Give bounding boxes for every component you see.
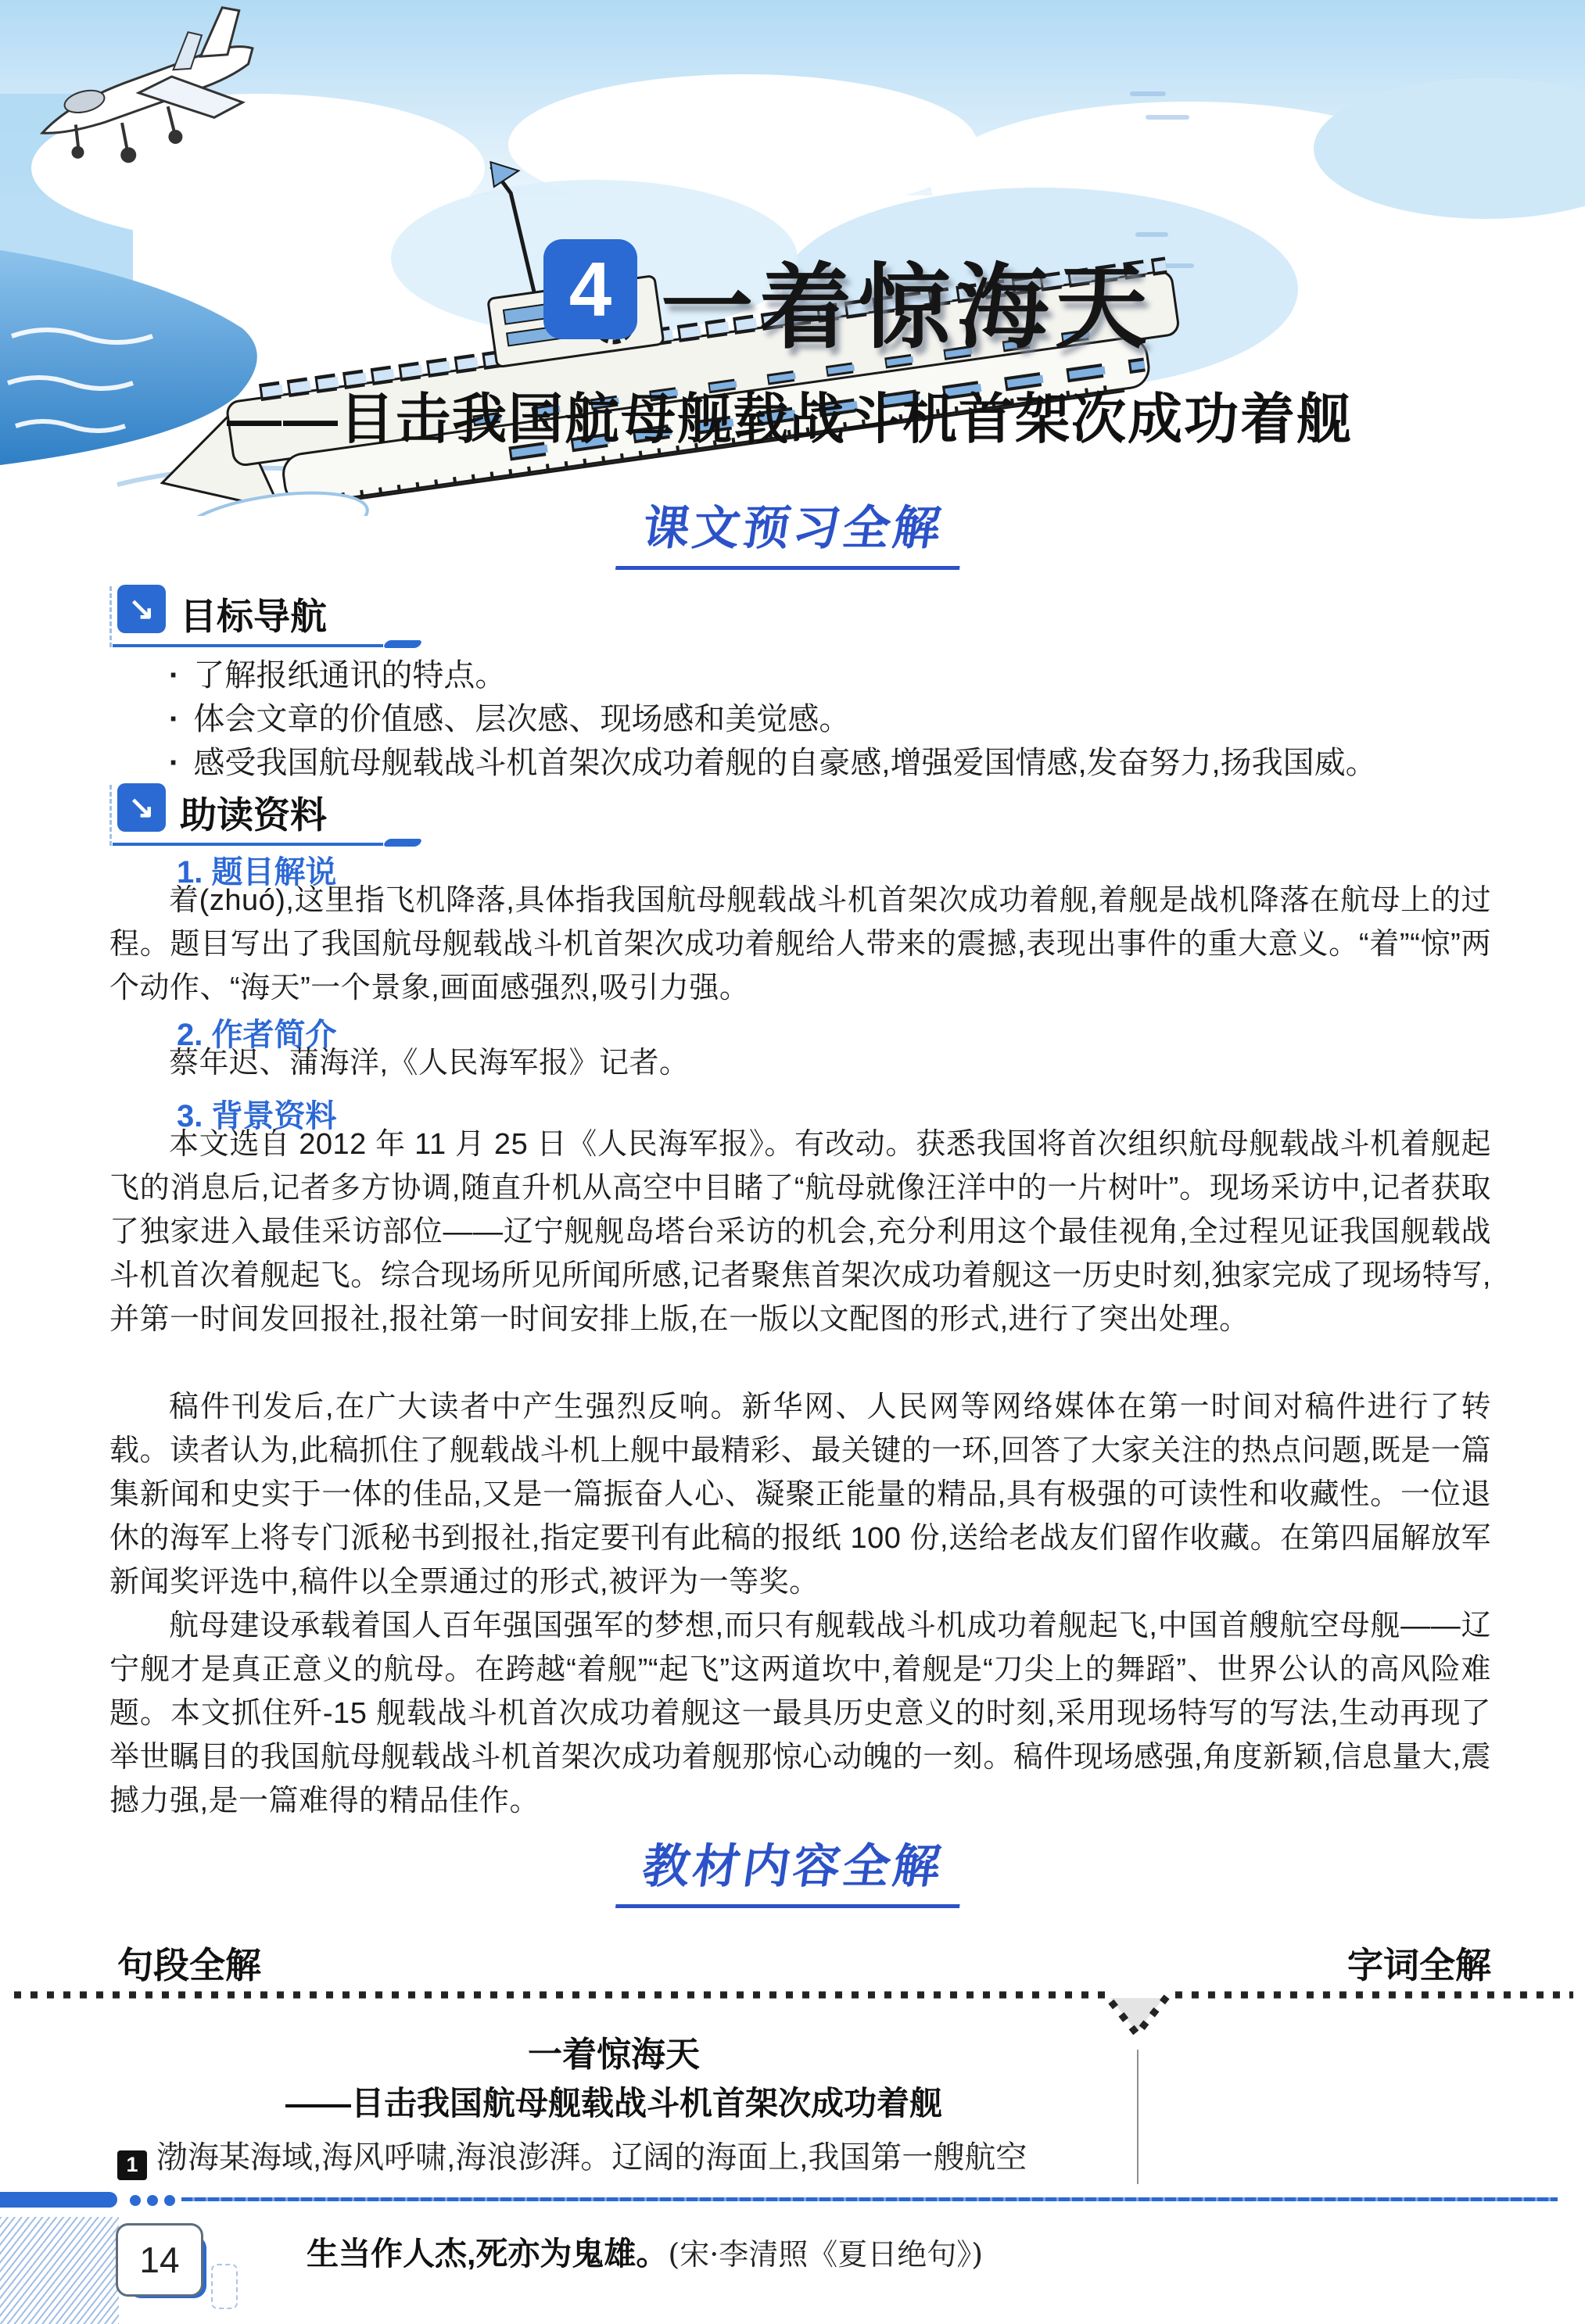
footer-accent-bar	[0, 2192, 117, 2208]
aids-heading-2: 2. 作者简介	[177, 1018, 337, 1052]
column-rule	[1137, 2050, 1139, 2184]
footer-dot-icon	[130, 2195, 141, 2206]
goal-nav-underline	[113, 644, 383, 647]
bullet-dot: ·	[169, 702, 180, 736]
reading-aids-header	[109, 783, 516, 855]
footer-dot-icon	[164, 2195, 175, 2206]
goal-bullet-text: 体会文章的价值感、层次感、现场感和美觉感。	[193, 702, 851, 736]
aids-paragraph-3: 本文选自 2012 年 11 月 25 日《人民海军报》。有改动。获悉我国将首次组织航母舰载战斗机着舰起飞的消息后,记者多方协调,随直升机从高空中目睹了“航母就像汪洋中的一片树叶”。现场采访中,记者获取了独家进入最佳采访部位——辽宁舰舰岛塔台采访的机会,充分利用这个最佳视角,全过程见证我国舰载战斗机首次着舰起飞。综合现场所见所闻所感,记者聚焦首架次成功着舰这一历史时刻,独家完成了现场特写,并第一时间发回报社,报社第一时间安排上版,在一版以文配图的形式,进行了突出处理。	[109, 1128, 1491, 1336]
goal-bullet-text: 了解报纸通讯的特点。	[193, 658, 507, 693]
section-header-content	[0, 1829, 1585, 1908]
arrow-down-right-icon: ↘	[117, 585, 166, 633]
aids-heading-1: 1. 题目解说	[177, 855, 337, 890]
left-column-header: 句段全解	[117, 1945, 261, 1986]
footer-dot-icon	[147, 2195, 158, 2206]
passage-subtitle: ——目击我国航母舰载战斗机首架次成功着舰	[285, 2085, 942, 2122]
lesson-title: 一着惊海天	[661, 256, 1154, 360]
reading-aids-underline	[113, 843, 383, 846]
aids-paragraph-4: 稿件刊发后,在广大读者中产生强烈反响。新华网、人民网等网络媒体在第一时间对稿件进行了转载。读者认为,此稿抓住了舰载战斗机上舰中最精彩、最关键的一环,回答了大家关注的热点问题,既是一篇集新闻和史实于一体的佳品,又是一篇振奋人心、凝聚正能量的精品,具有极强的可读性和收藏性。一位退休的海军上将专门派秘书到报社,指定要刊有此稿的报纸 100 份,送给老战友们留作收藏。在第四届解放军新闻奖评选中,稿件以全票通过的形式,被评为一等奖。	[109, 1391, 1491, 1599]
lesson-number-badge	[543, 239, 637, 339]
arrow-down-right-icon: ↘	[117, 783, 166, 832]
bullet-dot: ·	[169, 746, 180, 780]
lesson-subtitle: ——目击我国航母舰载战斗机首架次成功着舰	[227, 389, 1353, 449]
dashed-box-icon	[211, 2264, 238, 2309]
section-header-preview	[0, 491, 1585, 570]
bullet-dot: ·	[169, 658, 180, 693]
page-number: 14	[139, 2240, 180, 2280]
goal-bullet	[169, 694, 1498, 739]
passage-first-paragraph	[117, 2132, 1126, 2180]
goal-nav-header	[109, 585, 516, 657]
aids-paragraph-2: 蔡年迟、蒲海洋,《人民海军报》记者。	[169, 1047, 690, 1080]
goal-bullet	[169, 650, 1498, 695]
reading-aids-title: 助读资料	[180, 794, 327, 836]
goal-bullet	[169, 738, 1498, 782]
aids-paragraph-5: 航母建设承载着国人百年强国强军的梦想,而只有舰载战斗机成功着舰起飞,中国首艘航空母舰——辽宁舰才是真正意义的航母。在跨越“着舰”“起飞”这两道坎中,着舰是“刀尖上的舞蹈”、世界公认的高风险难题。本文抓住歼-15 舰载战斗机首次成功着舰这一最具历史意义的时刻,采用现场特写的写法,生动再现了举世瞩目的我国航母舰载战斗机首架次成功着舰那惊心动魄的一刻。稿件现场感强,角度新颖,信息量大,震撼力强,是一篇难得的精品佳作。	[109, 1610, 1491, 1817]
aids-heading-3: 3. 背景资料	[177, 1099, 337, 1133]
dashed-guide-line	[109, 586, 112, 647]
right-column-header: 字词全解	[1347, 1945, 1491, 1986]
passage-text: 渤海某海域,海风呼啸,海浪澎湃。辽阔的海面上,我国第一艘航空	[156, 2140, 1027, 2175]
paragraph-marker: 1	[117, 2150, 147, 2180]
section-header-content-label: 教材内容全解	[615, 1829, 970, 1908]
goal-bullet-text: 感受我国航母舰载战斗机首架次成功着舰的自豪感,增强爱国情感,发奋努力,扬我国威。	[193, 746, 1377, 780]
page-corner-stripes	[0, 2217, 119, 2324]
goal-nav-title: 目标导航	[180, 596, 327, 637]
page-number-box	[116, 2223, 203, 2297]
footer-quote	[307, 2228, 983, 2274]
footer-rule	[181, 2197, 1558, 2201]
passage-title: 一着惊海天	[528, 2036, 700, 2074]
aids-paragraph-1: 着(zhuó),这里指飞机降落,具体指我国航母舰载战斗机首架次成功着舰,着舰是战机降落在航母上的过程。题目写出了我国航母舰载战斗机首架次成功着舰给人带来的震撼,表现出事件的重大意义。“着”“惊”两个动作、“海天”一个景象,画面感强烈,吸引力强。	[109, 884, 1491, 1004]
lesson-number: 4	[568, 245, 612, 332]
section-header-preview-label: 课文预习全解	[615, 491, 970, 570]
dashed-guide-line	[109, 785, 112, 846]
footer-quote-source: (宋·李清照《夏日绝句》)	[668, 2237, 984, 2272]
footer-quote-text: 生当作人杰,死亦为鬼雄。	[307, 2236, 669, 2272]
